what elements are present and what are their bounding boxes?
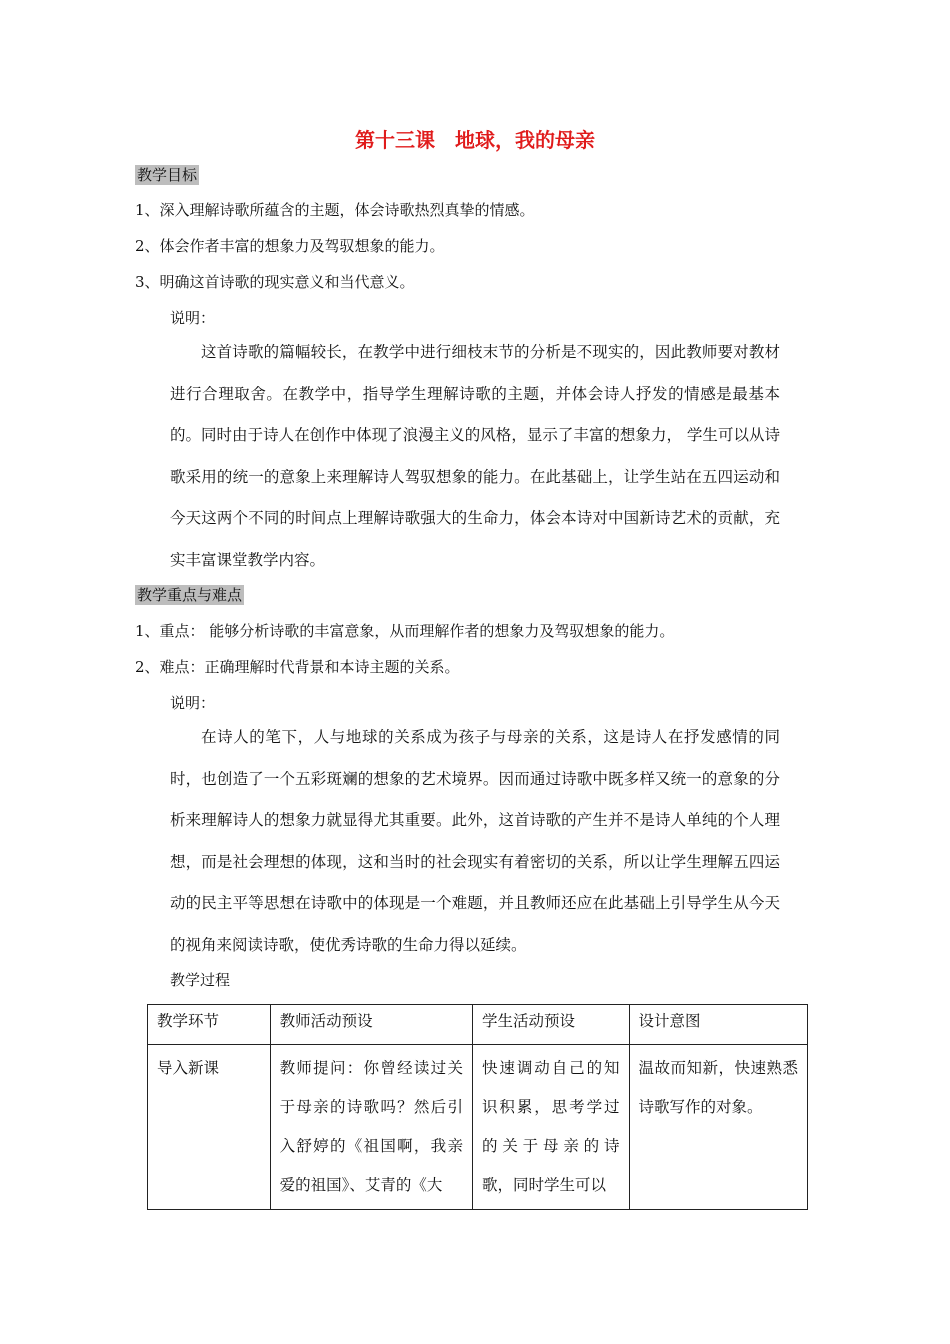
table-header-row — [148, 1005, 808, 1045]
teaching-process-table — [147, 1004, 808, 1210]
table-header-cell: 设计意图 — [629, 1005, 807, 1045]
section-heading-objectives: 教学目标 — [137, 166, 198, 184]
note-label: 说明： — [170, 309, 216, 327]
table-cell: 温故而知新，快速熟悉诗歌写作的对象。 — [629, 1045, 807, 1210]
process-label: 教学过程 — [170, 971, 231, 989]
table-cell: 导入新课 — [148, 1045, 271, 1210]
table-cell: 教师提问：你曾经读过关于母亲的诗歌吗？然后引入舒婷的《祖国啊，我亲爱的祖国》、艾青的《大 — [270, 1045, 472, 1210]
key-point-item: 1、重点： 能够分析诗歌的丰富意象，从而理解作者的想象力及驾驭想象的能力。 — [135, 622, 675, 640]
lesson-title: 第十三课 地球，我的母亲 — [355, 128, 595, 152]
note-paragraph: 在诗人的笔下，人与地球的关系成为孩子与母亲的关系，这是诗人在抒发感情的同时，也创造了一个五彩斑斓的想象的艺术境界。因而通过诗歌中既多样又统一的意象的分析来理解诗人的想象力就显得尤其重要。此外，这首诗歌的产生并不是诗人单纯的个人理想，而是社会理想的体现，这和当时的社会现实有着密切的关系，所以让学生理解五四运动的民主平等思想在诗歌中的体现是一个难题，并且教师还应在此基础上引导学生从今天的视角来阅读诗歌，使优秀诗歌的生命力得以延续。 — [170, 728, 780, 954]
note-paragraph: 这首诗歌的篇幅较长，在教学中进行细枝末节的分析是不现实的，因此教师要对教材进行合理取舍。在教学中，指导学生理解诗歌的主题，并体会诗人抒发的情感是最基本的。同时由于诗人在创作中体现了浪漫主义的风格，显示了丰富的想象力， 学生可以从诗歌采用的统一的意象上来理解诗人驾驭想象的能力。在此基础上，让学生站在五四运动和今天这两个不同的时间点上理解诗歌强大的生命力，体会本诗对中国新诗艺术的贡献，充实丰富课堂教学内容。 — [170, 343, 780, 569]
objective-item: 2、体会作者丰富的想象力及驾驭想象的能力。 — [135, 237, 445, 255]
note-label: 说明： — [170, 694, 216, 712]
table-header-cell: 学生活动预设 — [472, 1005, 629, 1045]
table-header-cell: 教师活动预设 — [270, 1005, 472, 1045]
objective-item: 1、深入理解诗歌所蕴含的主题，体会诗歌热烈真挚的情感。 — [135, 201, 535, 219]
section-heading-key-points: 教学重点与难点 — [137, 586, 243, 604]
objective-item: 3、明确这首诗歌的现实意义和当代意义。 — [135, 273, 415, 291]
table-cell: 快速调动自己的知识积累，思考学过的关于母亲的诗歌，同时学生可以 — [472, 1045, 629, 1210]
table-row — [148, 1045, 808, 1210]
table-header-cell: 教学环节 — [148, 1005, 271, 1045]
key-point-item: 2、难点：正确理解时代背景和本诗主题的关系。 — [135, 658, 460, 676]
